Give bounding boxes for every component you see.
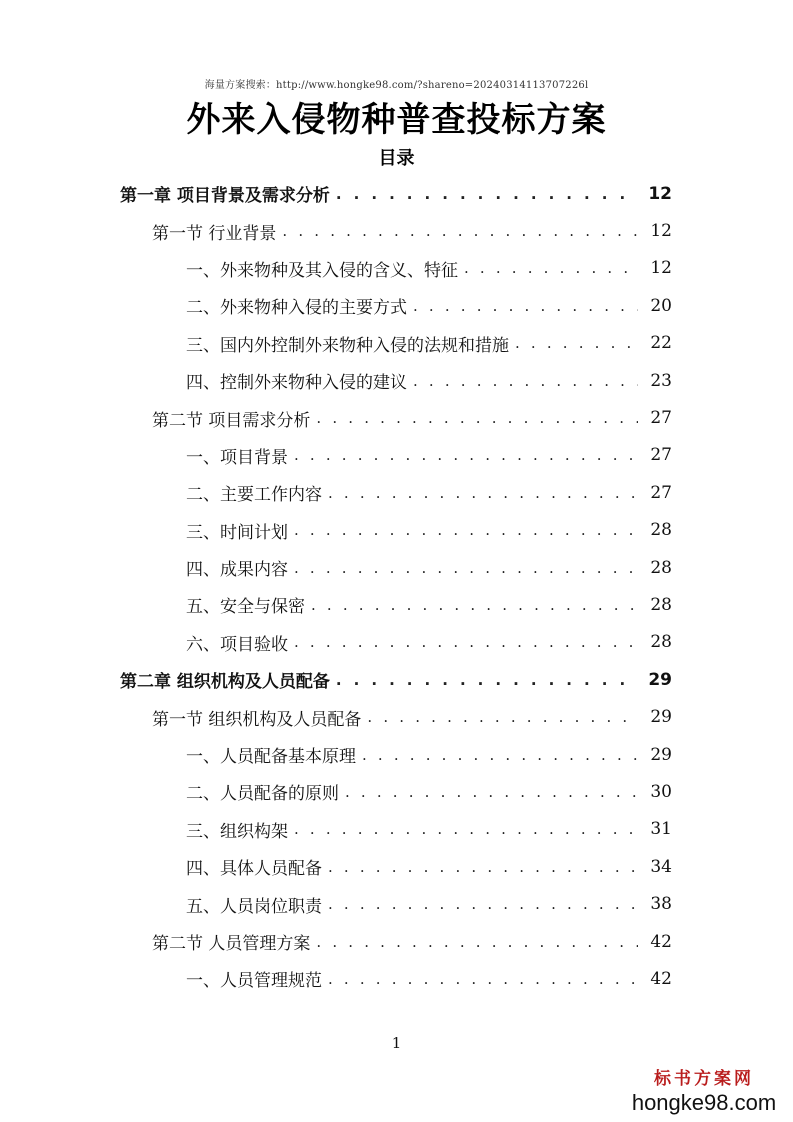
toc-item-entry[interactable] bbox=[0, 586, 793, 623]
toc-entry-title: 第一章 项目背景及需求分析 bbox=[120, 186, 330, 207]
toc-dot-leader bbox=[294, 559, 638, 577]
toc-dot-leader bbox=[413, 372, 638, 390]
toc-dot-leader bbox=[336, 185, 638, 203]
toc-dot-leader bbox=[345, 783, 638, 801]
toc-dot-leader bbox=[328, 970, 638, 988]
toc-page-number: 12 bbox=[650, 221, 672, 242]
toc-dot-leader bbox=[413, 297, 638, 315]
toc-dot-leader bbox=[294, 633, 638, 651]
toc-dot-leader bbox=[367, 708, 638, 726]
toc-item-entry[interactable] bbox=[0, 437, 793, 474]
header-search-note: 海量方案搜索：http://www.hongke98.com/?shareno=20240314113707226l bbox=[204, 80, 589, 91]
document-title: 外来入侵物种普查投标方案 bbox=[186, 100, 607, 140]
toc-entry-title: 四、控制外来物种入侵的建议 bbox=[186, 373, 407, 394]
toc-dot-leader bbox=[316, 409, 638, 427]
toc-item-entry[interactable] bbox=[0, 848, 793, 885]
page-number: 1 bbox=[391, 1034, 402, 1052]
site-watermark bbox=[629, 1068, 779, 1116]
toc-entry-title: 五、人员岗位职责 bbox=[186, 896, 322, 917]
table-of-contents bbox=[0, 175, 793, 998]
toc-dot-leader bbox=[294, 820, 638, 838]
toc-item-entry[interactable] bbox=[0, 549, 793, 586]
toc-dot-leader bbox=[328, 858, 638, 876]
toc-entry-title: 第一节 行业背景 bbox=[152, 223, 277, 244]
toc-page-number: 30 bbox=[650, 781, 672, 802]
toc-entry-title: 一、外来物种及其入侵的含义、特征 bbox=[186, 260, 458, 281]
toc-item-entry[interactable] bbox=[0, 512, 793, 549]
toc-chapter-entry[interactable] bbox=[0, 175, 793, 212]
toc-page-number: 28 bbox=[650, 557, 672, 578]
toc-dot-leader bbox=[328, 895, 638, 913]
watermark-chinese-text: 标书方案网 bbox=[654, 1069, 754, 1089]
toc-entry-title: 二、主要工作内容 bbox=[186, 485, 322, 506]
toc-entry-title: 一、人员管理规范 bbox=[186, 971, 322, 992]
toc-page-number: 27 bbox=[650, 445, 672, 466]
toc-dot-leader bbox=[328, 484, 638, 502]
toc-section-entry[interactable] bbox=[0, 923, 793, 960]
toc-page-number: 29 bbox=[648, 669, 672, 690]
toc-entry-title: 一、项目背景 bbox=[186, 447, 288, 468]
toc-dot-leader bbox=[311, 596, 638, 614]
toc-entry-title: 三、组织构架 bbox=[186, 821, 288, 842]
toc-item-entry[interactable] bbox=[0, 250, 793, 287]
toc-page-number: 27 bbox=[650, 482, 672, 503]
toc-page-number: 42 bbox=[650, 968, 672, 989]
toc-dot-leader bbox=[294, 446, 638, 464]
watermark-domain-text: hongke98.com bbox=[631, 1090, 777, 1115]
toc-entry-title: 第二节 人员管理方案 bbox=[152, 934, 311, 954]
toc-heading: 目录 bbox=[378, 148, 415, 169]
toc-entry-title: 四、成果内容 bbox=[186, 560, 288, 581]
toc-entry-title: 五、安全与保密 bbox=[186, 597, 305, 618]
toc-entry-title: 二、人员配备的原则 bbox=[186, 784, 339, 805]
toc-item-entry[interactable] bbox=[0, 362, 793, 399]
toc-entry-title: 二、外来物种入侵的主要方式 bbox=[186, 298, 407, 319]
toc-item-entry[interactable] bbox=[0, 287, 793, 324]
toc-dot-leader bbox=[294, 521, 638, 539]
toc-entry-title: 第二章 组织机构及人员配备 bbox=[120, 672, 330, 693]
toc-item-entry[interactable] bbox=[0, 624, 793, 661]
toc-item-entry[interactable] bbox=[0, 325, 793, 362]
toc-section-entry[interactable] bbox=[0, 698, 793, 735]
toc-item-entry[interactable] bbox=[0, 736, 793, 773]
toc-entry-title: 三、国内外控制外来物种入侵的法规和措施 bbox=[186, 335, 509, 356]
toc-entry-title: 六、项目验收 bbox=[186, 634, 288, 655]
toc-entry-title: 第一节 组织机构及人员配备 bbox=[152, 709, 362, 730]
toc-entry-title: 第二节 项目需求分析 bbox=[152, 410, 311, 431]
toc-item-entry[interactable] bbox=[0, 773, 793, 810]
toc-item-entry[interactable] bbox=[0, 811, 793, 848]
toc-entry-title: 四、具体人员配备 bbox=[186, 859, 322, 880]
toc-section-entry[interactable] bbox=[0, 399, 793, 436]
toc-item-entry[interactable] bbox=[0, 474, 793, 511]
toc-dot-leader bbox=[336, 671, 638, 689]
toc-item-entry[interactable] bbox=[0, 960, 793, 997]
toc-page-number: 28 bbox=[650, 520, 672, 541]
toc-page-number: 29 bbox=[650, 744, 672, 765]
toc-page-number: 38 bbox=[650, 894, 672, 915]
toc-entry-title: 一、人员配备基本原理 bbox=[186, 747, 356, 768]
toc-page-number: 34 bbox=[650, 856, 672, 877]
toc-page-number: 28 bbox=[650, 632, 672, 653]
toc-dot-leader bbox=[464, 259, 638, 277]
toc-section-entry[interactable] bbox=[0, 212, 793, 249]
toc-item-entry[interactable] bbox=[0, 885, 793, 922]
toc-page-number: 22 bbox=[650, 333, 672, 354]
toc-page-number: 31 bbox=[650, 819, 672, 840]
toc-page-number: 12 bbox=[650, 258, 672, 279]
toc-dot-leader bbox=[316, 933, 638, 951]
toc-page-number: 20 bbox=[650, 295, 672, 316]
toc-page-number: 23 bbox=[650, 370, 672, 391]
toc-page-number: 42 bbox=[650, 931, 672, 952]
toc-dot-leader bbox=[515, 334, 638, 352]
toc-page-number: 12 bbox=[648, 183, 672, 204]
toc-chapter-entry[interactable] bbox=[0, 661, 793, 698]
toc-page-number: 27 bbox=[650, 408, 672, 429]
toc-page-number: 29 bbox=[650, 707, 672, 728]
toc-dot-leader bbox=[362, 746, 638, 764]
toc-entry-title: 三、时间计划 bbox=[186, 522, 288, 543]
toc-page-number: 28 bbox=[650, 594, 672, 615]
toc-dot-leader bbox=[282, 222, 638, 240]
